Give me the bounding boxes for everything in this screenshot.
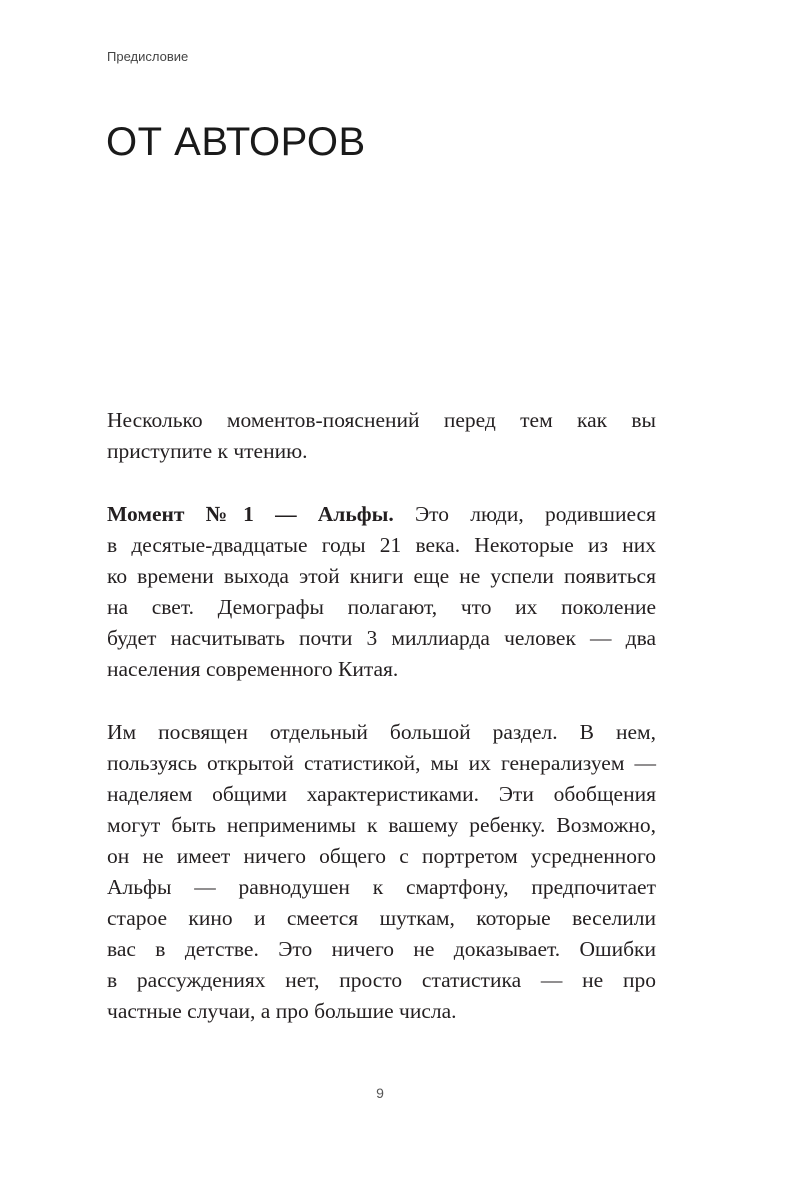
text-line: в десятые-двадцатые годы 21 века. Некоторые из них (107, 533, 656, 557)
text-run: Это люди, родившиеся (393, 502, 656, 526)
text-line: пользуясь открытой статистикой, мы их генерализуем — (107, 751, 656, 775)
text-line: могут быть неприменимы к вашему ребенку. Возможно, (107, 813, 656, 837)
paragraph-alphas (107, 717, 656, 1027)
text-line: наделяем общими характеристиками. Эти обобщения (107, 782, 656, 806)
text-line: приступите к чтению. (107, 439, 308, 463)
text-line: Им посвящен отдельный большой раздел. В нем, (107, 720, 656, 744)
text-line: в рассуждениях нет, просто статистика — не про (107, 968, 656, 992)
text-line: старое кино и смеется шуткам, которые веселили (107, 906, 656, 930)
text-line: на свет. Демографы полагают, что их поколение (107, 595, 656, 619)
text-line (107, 499, 656, 530)
chapter-title: ОТ АВТОРОВ (106, 120, 366, 164)
body-text (107, 405, 656, 1059)
text-line: Альфы — равнодушен к смартфону, предпочитает (107, 875, 656, 899)
page-number: 9 (376, 1085, 384, 1101)
text-line: он не имеет ничего общего с портретом усредненного (107, 844, 656, 868)
paragraph-moment-1 (107, 499, 656, 685)
text-line: будет насчитывать почти 3 миллиарда человек — два (107, 626, 656, 650)
bold-lead: Момент №1 — Альфы. (107, 502, 394, 526)
text-line: Несколько моментов-пояснений перед тем как вы (107, 408, 656, 432)
text-line: вас в детстве. Это ничего не доказывает. Ошибки (107, 937, 656, 961)
running-head: Предисловие (107, 49, 189, 64)
text-line: ко времени выхода этой книги еще не успели появиться (107, 564, 656, 588)
text-line: частные случаи, а про большие числа. (107, 999, 457, 1023)
paragraph-intro (107, 405, 656, 467)
text-line: населения современного Китая. (107, 657, 399, 681)
